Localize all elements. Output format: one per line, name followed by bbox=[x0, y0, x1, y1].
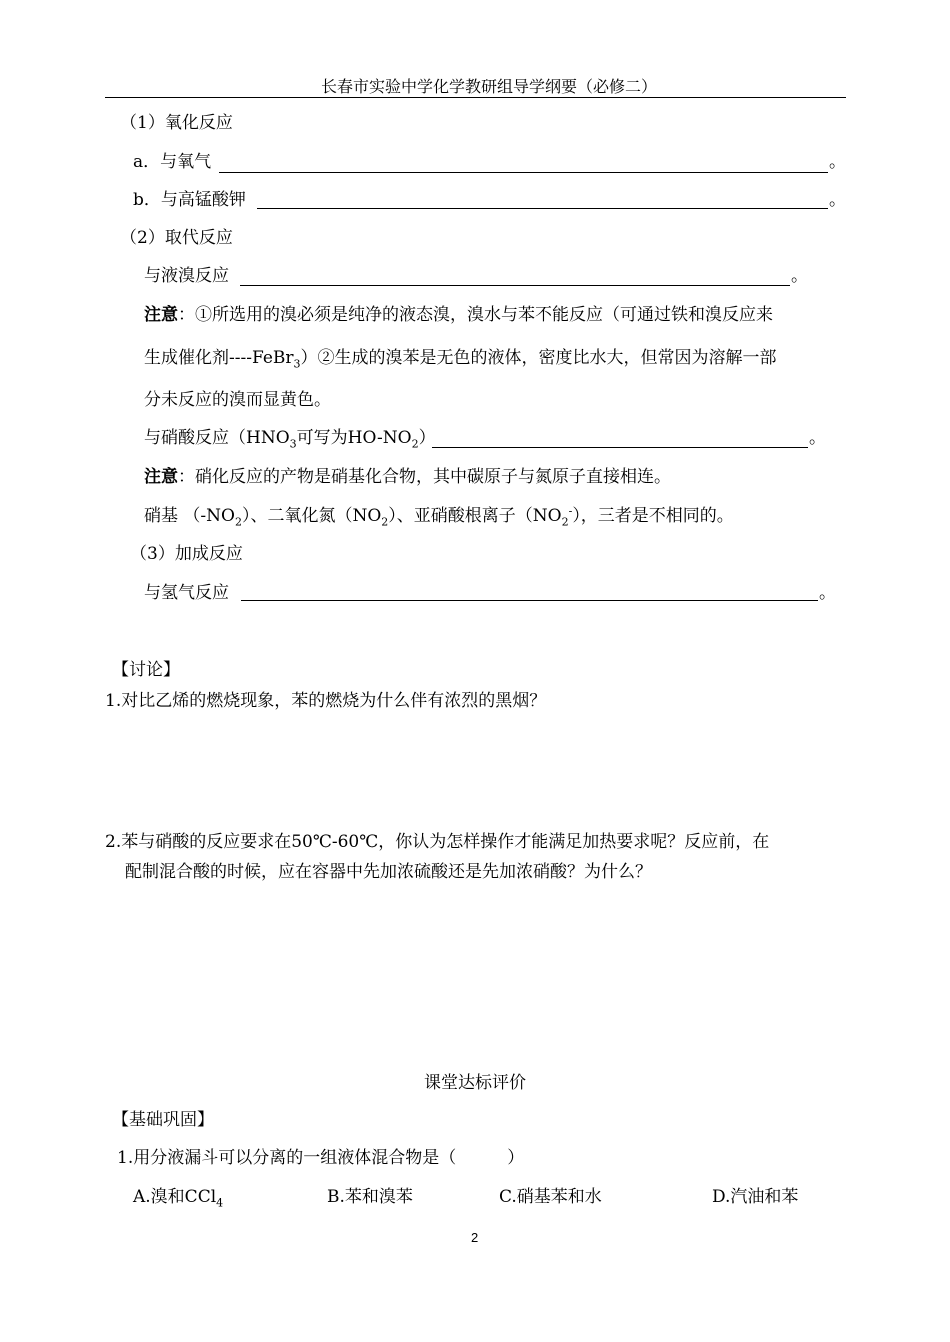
note1-label: 注意 bbox=[144, 305, 178, 325]
note1-line1 bbox=[144, 304, 773, 326]
note2-text: ：硝化反应的产物是硝基化合物，其中碳原子与氮原子直接相连。 bbox=[178, 467, 671, 487]
groups-a: 硝基 （-NO bbox=[144, 506, 235, 526]
discussion-question-1: 1.对比乙烯的燃烧现象，苯的燃烧为什么伴有浓烈的黑烟？ bbox=[105, 691, 547, 711]
discussion-question-2-line1: 2.苯与硝酸的反应要求在50℃-60℃，你认为怎样操作才能满足加热要求呢？反应前，在 bbox=[105, 832, 770, 852]
note1-line3: 分未反应的溴而显黄色。 bbox=[144, 390, 331, 410]
option-a bbox=[133, 1186, 223, 1208]
bromine-answer-line bbox=[240, 285, 790, 286]
hydrogen-label: 与氢气反应 bbox=[144, 583, 229, 603]
option-c: C.硝基苯和水 bbox=[499, 1187, 602, 1207]
evaluation-section: 【基础巩固】 bbox=[112, 1110, 214, 1130]
groups-sub2: 2 bbox=[381, 515, 389, 529]
hydrogen-end: 。 bbox=[819, 583, 836, 603]
discussion-heading: 【讨论】 bbox=[112, 660, 180, 680]
option-d: D.汽油和苯 bbox=[712, 1187, 799, 1207]
permanganate-end: 。 bbox=[829, 190, 846, 210]
bromine-label: 与液溴反应 bbox=[144, 266, 229, 286]
groups-sub3: 2 bbox=[561, 515, 569, 529]
discussion-question-2-line2: 配制混合酸的时候，应在容器中先加浓硫酸还是先加浓硝酸？为什么？ bbox=[125, 862, 652, 882]
permanganate-label: b．与高锰酸钾 bbox=[133, 190, 246, 210]
header-rule bbox=[105, 97, 846, 98]
oxygen-end: 。 bbox=[829, 152, 846, 172]
groups-b: ）、二氧化氮（NO bbox=[241, 506, 382, 526]
note2 bbox=[144, 466, 671, 488]
nitric-end: 。 bbox=[809, 428, 826, 448]
page-number: 2 bbox=[471, 1230, 479, 1245]
nitric-a: 与硝酸反应（HNO bbox=[144, 428, 290, 448]
oxidation-heading: （1）氧化反应 bbox=[120, 113, 233, 133]
nitric-answer-line bbox=[432, 447, 808, 448]
groups-d: ），三者是不相同的。 bbox=[572, 506, 734, 526]
note1-text: ：①所选用的溴必须是纯净的液态溴，溴水与苯不能反应（可通过铁和溴反应来 bbox=[178, 305, 773, 325]
note1-line2-b: ）②生成的溴苯是无色的液体，密度比水大，但常因为溶解一部 bbox=[300, 348, 777, 368]
nitric-sub2: 2 bbox=[411, 437, 419, 451]
header-title: 长春市实验中学化学教研组导学纲要（必修二） bbox=[321, 77, 658, 96]
oxygen-label: a．与氧气 bbox=[133, 152, 212, 172]
addition-heading: （3）加成反应 bbox=[130, 544, 243, 564]
oxygen-answer-line bbox=[219, 172, 828, 173]
note2-label: 注意 bbox=[144, 467, 178, 487]
nitric-c: ） bbox=[418, 428, 436, 448]
groups-sup3: - bbox=[568, 504, 573, 518]
hydrogen-answer-line bbox=[241, 600, 818, 601]
groups-sub1: 2 bbox=[234, 515, 242, 529]
option-b: B.苯和溴苯 bbox=[327, 1187, 413, 1207]
nitric-label bbox=[144, 427, 436, 449]
note1-line2 bbox=[144, 347, 777, 369]
nitric-sub1: 3 bbox=[289, 437, 297, 451]
groups-c: ）、亚硝酸根离子（NO bbox=[388, 506, 562, 526]
groups-line bbox=[144, 505, 734, 527]
nitric-b: 可写为HO-NO bbox=[296, 428, 412, 448]
note1-line2-sub: 3 bbox=[293, 357, 301, 371]
substitution-heading: （2）取代反应 bbox=[120, 228, 233, 248]
note1-line2-a: 生成催化剂----FeBr bbox=[144, 348, 294, 368]
evaluation-title: 课堂达标评价 bbox=[424, 1073, 526, 1093]
evaluation-question-1: 1.用分液漏斗可以分离的一组液体混合物是（ ） bbox=[117, 1148, 525, 1168]
bromine-end: 。 bbox=[791, 266, 808, 286]
permanganate-answer-line bbox=[257, 208, 828, 209]
option-a-sub: 4 bbox=[216, 1196, 224, 1210]
option-a-text: A.溴和CCl bbox=[133, 1187, 217, 1207]
